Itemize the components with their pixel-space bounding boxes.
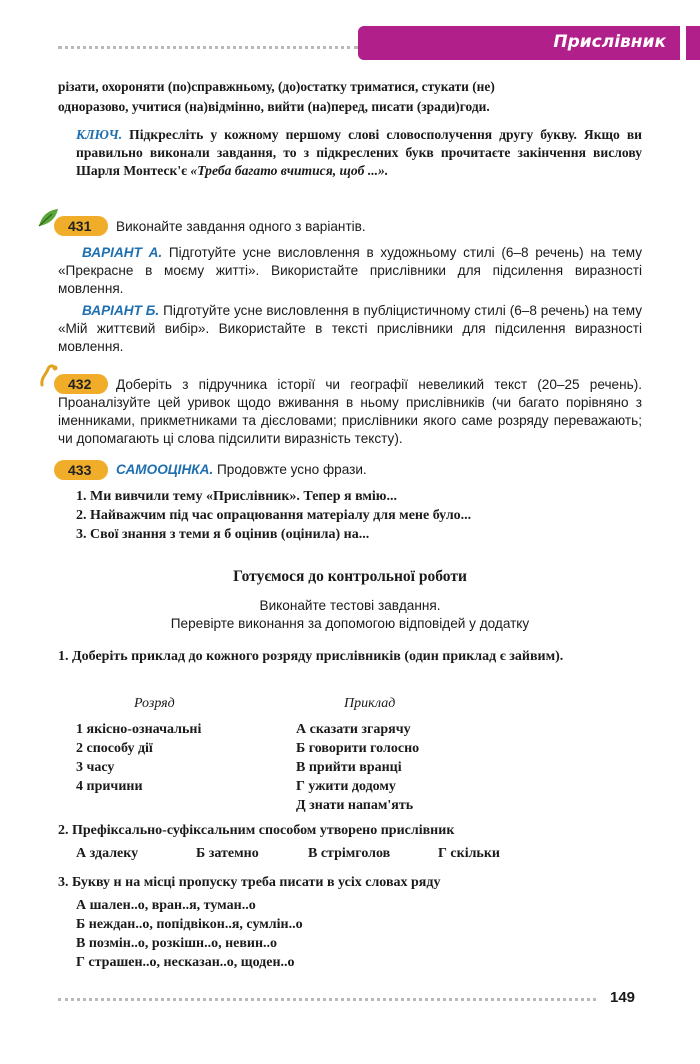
page-number: 149 (610, 989, 636, 1006)
answer-option: В позмін..о, розкішн..о, невин..о (76, 936, 278, 951)
example-list (296, 720, 419, 815)
section-tab-edge (686, 26, 700, 60)
section-title: Прислівник (553, 32, 666, 52)
variant-a-paragraph (58, 244, 642, 298)
answer-option: А здалеку (76, 846, 139, 861)
variant-b-text: Підготуйте усне висловлення в публіцистичному стилі (6–8 речень) на тему «Мій життєвий вибір». Використайте в тексті прислівники для підсилення виразності мовлення. (58, 303, 643, 354)
answer-option: Б затемно (196, 846, 259, 861)
answer-option: Б неждан..о, попідвікон..я, сумлін..о (76, 917, 303, 932)
answer-option: Г страшен..о, несказан..о, щоден..о (76, 955, 295, 970)
self-assessment-list (76, 487, 471, 544)
category-list (76, 720, 201, 796)
test-heading: Готуємося до контрольної роботи (233, 568, 467, 585)
intro-line-1: різати, охороняти (по)справжньому, (до)остатку триматися, стукати (не) (58, 79, 495, 94)
category-item: 1 якісно-означальні (76, 722, 202, 737)
category-item: 2 способу дії (76, 741, 153, 756)
key-paragraph (76, 126, 642, 180)
header-dotted-rule (58, 46, 358, 49)
self-assessment-text: Продовжте усно фрази. (213, 462, 367, 477)
exercise-431-number: 431 (54, 216, 108, 236)
example-item: В прийти вранці (296, 760, 402, 775)
answer-option: Г скільки (438, 846, 500, 861)
category-item: 3 часу (76, 760, 115, 775)
category-item: 4 причини (76, 779, 143, 794)
test-instruction-1: Виконайте тестові завдання. (259, 598, 441, 613)
exercise-432-text: Доберіть з підручника історії чи географії невеликий текст (20–25 речень). Проаналізуйте цей уривок щодо вживання в ньому прислівників (чи багато порівняно з іменниками, прикметниками та дієсловами; прислівники якого саме розряду переважають; чи допомагають ці слова підсилити виразність тексту). (58, 377, 642, 446)
list-item: 3. Свої знання з теми я б оцінив (оцінила) на... (76, 527, 370, 542)
variant-b-tag: ВАРІАНТ Б. (82, 303, 160, 318)
variant-a-tag: ВАРІАНТ А. (82, 245, 163, 260)
test-instruction-2: Перевірте виконання за допомогою відповідей у додатку (170, 616, 530, 631)
question-2: 2. Префіксально-суфіксальним способом утворено прислівник (58, 823, 455, 838)
column-header-category: Розряд (134, 696, 175, 711)
footer-dotted-rule (58, 998, 596, 1001)
question-3: 3. Букву н на місці пропуску треба писати в усіх словах ряду (58, 875, 441, 890)
example-item: А сказати згарячу (296, 722, 411, 737)
variant-b-paragraph (58, 302, 642, 356)
intro-line-2: одноразово, учитися (на)відмінно, вийти (на)перед, писати (зради)годи. (58, 99, 490, 114)
question-3-options (76, 896, 303, 972)
self-assessment-tag: САМООЦІНКА. (116, 462, 214, 477)
example-item: Д знати напам'ять (296, 798, 414, 813)
example-item: Г ужити додому (296, 779, 396, 794)
key-quote: «Треба багато вчитися, щоб ...». (190, 163, 389, 178)
key-text: Підкресліть у кожному першому слові словосполучення другу букву. Якщо ви правильно виконали завдання, то з підкреслених букв прочитаєте закінчення вислову Шарля Монтеск'є (76, 127, 642, 178)
exercise-432-number: 432 (54, 374, 108, 394)
key-tag: КЛЮЧ. (76, 127, 123, 142)
list-item: 2. Найважчим під час опрацювання матеріалу для мене було... (76, 508, 472, 523)
variant-a-text: Підготуйте усне висловлення в художньому стилі (6–8 речень) на тему «Прекрасне в моєму житті». Використайте прислівники для підсилення виразності мовлення. (58, 245, 642, 296)
example-item: Б говорити голосно (296, 741, 420, 756)
answer-option: В стрімголов (308, 846, 391, 861)
exercise-433-number: 433 (54, 460, 108, 480)
section-tab (358, 26, 680, 60)
exercise-433-text (116, 461, 636, 479)
column-header-example: Приклад (344, 696, 396, 711)
question-1: 1. Доберіть приклад до кожного розряду прислівників (один приклад є зайвим). (58, 649, 564, 664)
answer-option: А шален..о, вран..я, туман..о (76, 898, 256, 913)
list-item: 1. Ми вивчили тему «Прислівник». Тепер я вмію... (76, 489, 398, 504)
exercise-431-text: Виконайте завдання одного з варіантів. (116, 219, 366, 234)
